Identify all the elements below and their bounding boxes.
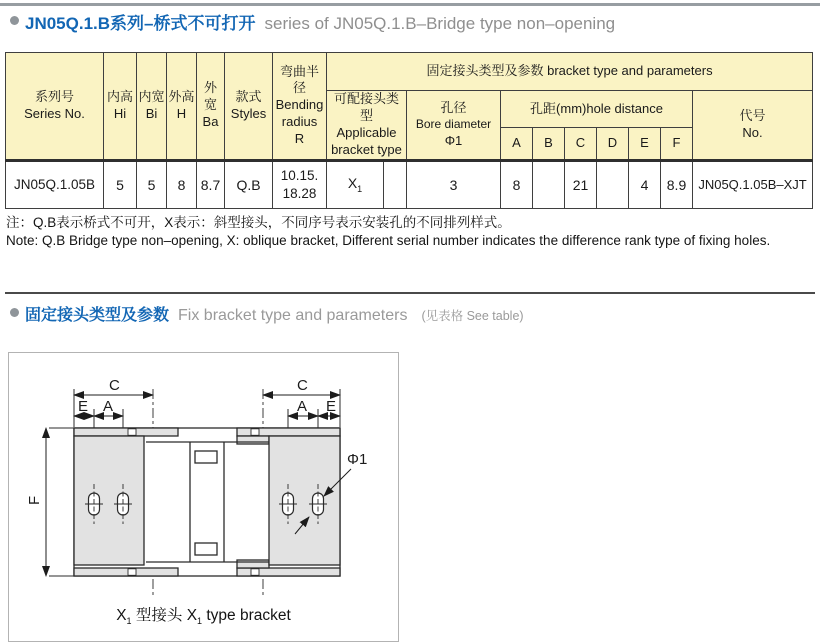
col-header-bi: 内宽 Bi bbox=[137, 53, 167, 161]
col-header-bending-radius: 弯曲半径 Bending radius R bbox=[273, 53, 327, 161]
col-header-hole-e: E bbox=[629, 127, 661, 160]
col-header-ba: 外宽 Ba bbox=[197, 53, 225, 161]
col-header-hi: 内高 Hi bbox=[104, 53, 137, 161]
note-zh: 注：Q.B表示桥式不可开，X表示：斜型接头，不同序号表示安装孔的不同排列样式。 bbox=[6, 215, 511, 230]
cell-hole-b bbox=[533, 160, 565, 208]
dim-label-phi1: Φ1 bbox=[347, 451, 368, 468]
col-header-bracket-type: 可配接头类型 Applicable bracket type bbox=[327, 91, 407, 161]
col-header-hole-d: D bbox=[597, 127, 629, 160]
cell-bi: 5 bbox=[137, 160, 167, 208]
col-header-series: 系列号 Series No. bbox=[6, 53, 104, 161]
section2-divider bbox=[5, 292, 815, 294]
cell-hole-f: 8.9 bbox=[661, 160, 693, 208]
link-slot-top bbox=[195, 451, 217, 463]
col-header-no: 代号 No. bbox=[693, 91, 813, 161]
dim-label-a-left: A bbox=[103, 398, 114, 415]
dim-label-c-left: C bbox=[109, 377, 120, 394]
cell-hole-d bbox=[597, 160, 629, 208]
section1-title bbox=[25, 9, 615, 34]
col-header-hole-distance: 孔距(mm)hole distance bbox=[501, 91, 693, 128]
cell-ba: 8.7 bbox=[197, 160, 225, 208]
section1-bullet-icon bbox=[10, 16, 19, 25]
bracket-diagram bbox=[9, 353, 398, 603]
cell-h: 8 bbox=[167, 160, 197, 208]
spec-table bbox=[5, 52, 813, 209]
note-en: Note: Q.B Bridge type non–opening, X: oblique bracket, Different serial number indicates the difference rank type of fixing holes. bbox=[6, 233, 771, 248]
right-plate bbox=[269, 436, 340, 565]
section2-title-zh: 固定接头类型及参数 bbox=[25, 307, 170, 324]
cell-hole-a: 8 bbox=[501, 160, 533, 208]
diagram-caption: $X_1$ 型接头 $X_1$ type bracket bbox=[116, 607, 291, 627]
section2-bullet-icon bbox=[10, 308, 19, 317]
col-header-hole-c: C bbox=[565, 127, 597, 160]
dim-label-c-right: C bbox=[297, 377, 308, 394]
col-header-hole-a: A bbox=[501, 127, 533, 160]
cell-series-no: JN05Q.1.05B bbox=[6, 160, 104, 208]
cell-bending-radius: 10.15. 18.28 bbox=[273, 160, 327, 208]
link-slot-bottom bbox=[195, 543, 217, 555]
group-header-bracket-params: 固定接头类型及参数 bracket type and parameters bbox=[327, 53, 813, 91]
dim-label-f: F bbox=[26, 495, 43, 505]
section1-title-en: series of JN05Q.1.B–Bridge type non–opening bbox=[264, 14, 616, 33]
col-header-bore-diameter: 孔径 Bore diameter Φ1 bbox=[407, 91, 501, 161]
top-divider bbox=[0, 3, 820, 6]
cell-bracket-type-2 bbox=[384, 160, 407, 208]
section2-title bbox=[25, 302, 524, 325]
section2-see-table: (见表格 See table) bbox=[421, 309, 524, 323]
cell-hole-e: 4 bbox=[629, 160, 661, 208]
cell-bracket-type: $X_1$ bbox=[327, 160, 384, 208]
dim-label-e-left: E bbox=[78, 398, 89, 415]
col-header-h: 外高 H bbox=[167, 53, 197, 161]
col-header-styles: 款式 Styles bbox=[225, 53, 273, 161]
col-header-hole-f: F bbox=[661, 127, 693, 160]
cell-styles: Q.B bbox=[225, 160, 273, 208]
bracket-diagram-panel bbox=[8, 352, 399, 642]
col-header-hole-b: B bbox=[533, 127, 565, 160]
section2-title-en: Fix bracket type and parameters bbox=[178, 307, 408, 324]
dim-label-a-right: A bbox=[297, 398, 308, 415]
dim-label-e-right: E bbox=[326, 398, 337, 415]
cell-bore: 3 bbox=[407, 160, 501, 208]
section1-title-zh: JN05Q.1.B系列–桥式不可打开 bbox=[25, 14, 256, 33]
cell-hole-c: 21 bbox=[565, 160, 597, 208]
cell-code-no: JN05Q.1.05B–XJT bbox=[693, 160, 813, 208]
bracket-body bbox=[74, 428, 340, 576]
left-plate bbox=[74, 436, 144, 565]
cell-hi: 5 bbox=[104, 160, 137, 208]
